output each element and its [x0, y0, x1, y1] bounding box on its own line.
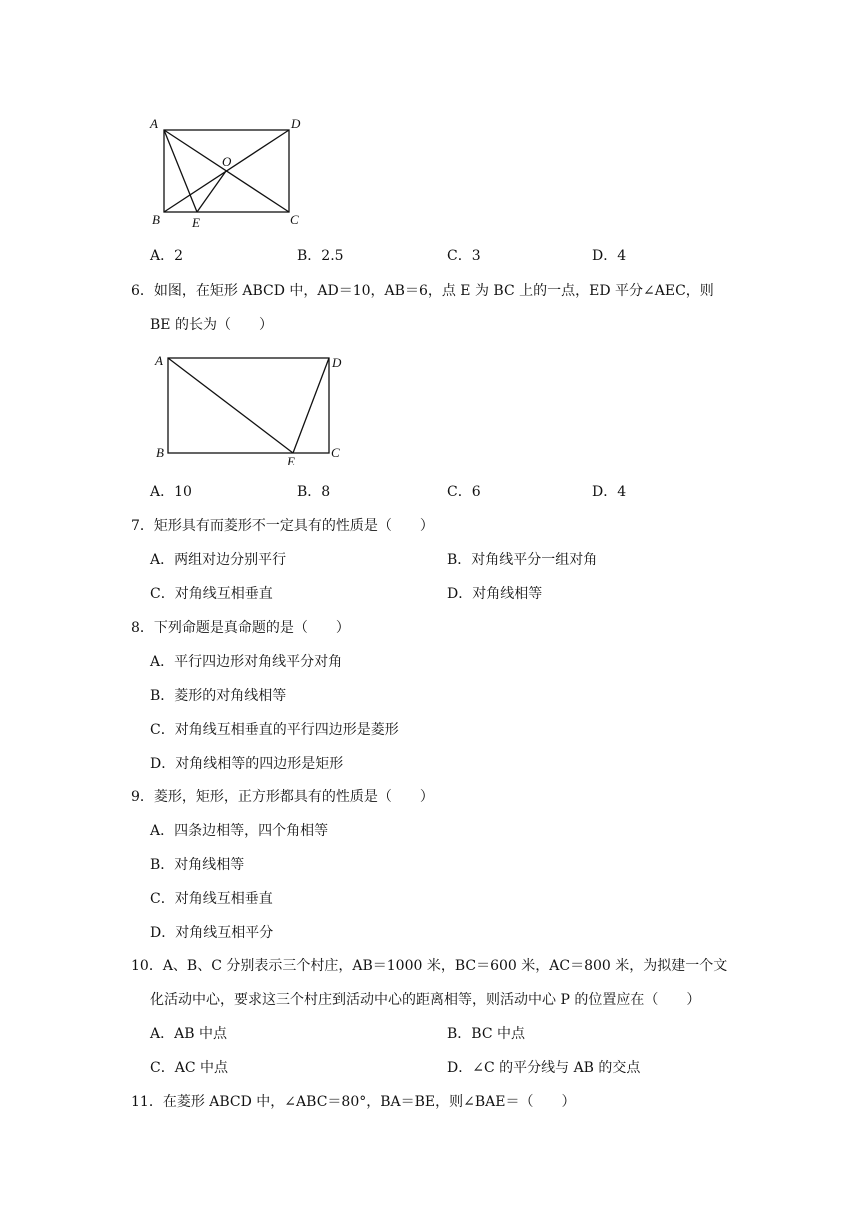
q5-option-a: A．2	[150, 248, 184, 264]
q7-option-a: A．两组对边分别平行	[150, 552, 287, 568]
q6-option-a: A．10	[150, 484, 192, 500]
q6-option-c: C．6	[447, 484, 481, 500]
label-e: E	[192, 215, 200, 230]
q8-option-b: B．菱形的对角线相等	[150, 688, 287, 704]
q5-option-d: D．4	[592, 248, 627, 264]
q7-option-d: D．对角线相等	[447, 586, 543, 602]
q7-option-b: B．对角线平分一组对角	[447, 552, 598, 568]
q10-option-b: B．BC 中点	[447, 1026, 525, 1042]
q9-option-d: D．对角线互相平分	[150, 925, 274, 941]
rectangle-abcd	[168, 358, 329, 453]
segment-ae	[164, 130, 197, 212]
q8-option-a: A．平行四边形对角线平分对角	[150, 654, 343, 670]
label-a: A	[150, 116, 158, 131]
q5-option-c: C．3	[447, 248, 481, 264]
q9-option-a: A．四条边相等，四个角相等	[150, 823, 329, 839]
q11-stem: 11．在菱形 ABCD 中，∠ABC＝80°，BA＝BE，则∠BAE＝（ ）	[131, 1094, 576, 1110]
q8-option-d: D．对角线相等的四边形是矩形	[150, 756, 344, 772]
q6-option-d: D．4	[592, 484, 627, 500]
q10-option-c: C．AC 中点	[150, 1060, 228, 1076]
label-e: E	[287, 454, 295, 465]
q6-option-b: B．8	[297, 484, 331, 500]
segment-ae	[168, 358, 293, 453]
label-o: O	[222, 154, 232, 169]
q5-option-b: B．2.5	[297, 248, 344, 264]
label-d: D	[332, 355, 342, 370]
figure-q6-rectangle	[145, 345, 365, 465]
q6-stem-line1: 6．如图，在矩形 ABCD 中，AD＝10，AB＝6，点 E 为 BC 上的一点，ED 平分∠AEC，则	[131, 283, 714, 299]
q7-option-c: C．对角线互相垂直	[150, 586, 273, 602]
label-b: B	[152, 212, 160, 227]
q10-stem-line1: 10．A、B、C 分别表示三个村庄，AB＝1000 米，BC＝600 米，AC＝800 米，为拟建一个文	[131, 958, 728, 974]
q6-stem-line2: BE 的长为（ ）	[150, 317, 273, 333]
label-a: A	[155, 353, 163, 368]
q8-stem: 8．下列命题是真命题的是（ ）	[131, 620, 350, 636]
label-c: C	[290, 212, 299, 227]
q8-option-c: C．对角线互相垂直的平行四边形是菱形	[150, 722, 399, 738]
segment-eo	[197, 171, 226, 212]
q9-stem: 9．菱形，矩形，正方形都具有的性质是（ ）	[131, 789, 434, 805]
q9-option-c: C．对角线互相垂直	[150, 891, 273, 907]
label-c: C	[331, 445, 340, 460]
segment-ed	[293, 358, 329, 453]
q9-option-b: B．对角线相等	[150, 857, 245, 873]
figure-q5-rectangle	[140, 110, 320, 230]
q10-stem-line2: 化活动中心，要求这三个村庄到活动中心的距离相等，则活动中心 P 的位置应在（ ）	[150, 992, 701, 1008]
q10-option-a: A．AB 中点	[150, 1026, 227, 1042]
q7-stem: 7．矩形具有而菱形不一定具有的性质是（ ）	[131, 518, 434, 534]
q10-option-d: D．∠C 的平分线与 AB 的交点	[447, 1060, 641, 1076]
label-b: B	[156, 445, 164, 460]
label-d: D	[291, 116, 301, 131]
